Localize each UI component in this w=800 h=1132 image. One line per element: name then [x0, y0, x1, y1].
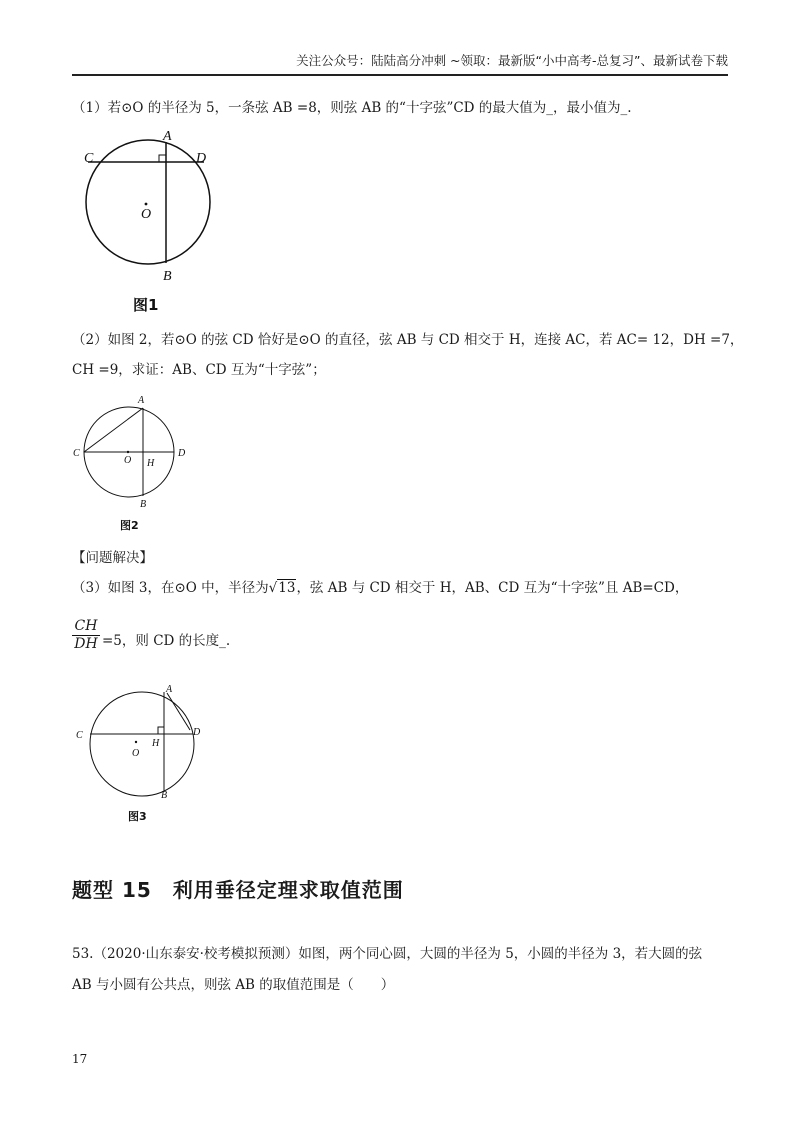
fig1-label-c: C	[84, 151, 94, 166]
fig2-label-b: B	[140, 499, 147, 510]
fig1-label-d: D	[196, 151, 207, 166]
fig2-label-o: O	[124, 455, 132, 466]
sqrt-13: √13	[268, 580, 296, 596]
header-text: 关注公众号：陆陆高分冲刺 ~领取：最新版“小中高考-总复习”、最新试卷下载	[296, 53, 728, 68]
figure-3	[72, 682, 212, 810]
fig1-center-dot	[145, 203, 148, 206]
figure-1-caption: 图1	[133, 296, 159, 314]
question-3-suffix: ，弦 AB 与 CD 相交于 H，AB、CD 互为“十字弦”且 AB=CD，	[296, 580, 689, 596]
fig3-label-c: C	[76, 730, 83, 741]
figure-3-diagram	[72, 682, 212, 810]
fig3-right-angle-mark	[158, 727, 164, 734]
question-1: （1）若⊙O 的半径为 5，一条弦 AB =8，则弦 AB 的“十字弦”CD 的最大值为_，最小值为_.	[72, 100, 632, 116]
fig2-label-a: A	[138, 395, 145, 406]
fig3-label-d: D	[193, 727, 201, 738]
fig1-circle	[86, 140, 210, 264]
fig3-center-dot	[135, 741, 137, 743]
fraction-ch-dh	[72, 618, 100, 652]
fig2-label-c: C	[73, 448, 80, 459]
problem-solving-heading: 【问题解决】	[72, 550, 153, 566]
fig2-label-h: H	[147, 458, 155, 469]
fraction-numerator: CH	[72, 618, 100, 636]
fig2-center-dot	[127, 451, 129, 453]
fig3-label-a: A	[166, 684, 173, 695]
figure-2-diagram	[68, 390, 198, 518]
question-3-prefix: （3）如图 3，在⊙O 中，半径为	[72, 580, 269, 596]
sqrt-radicand: 13	[278, 580, 296, 596]
question-2-line-1: （2）如图 2，若⊙O 的弦 CD 恰好是⊙O 的直径，弦 AB 与 CD 相交于 H，连接 AC，若 AC= 12，DH =7，	[72, 332, 744, 348]
question-3-line-1	[72, 578, 688, 598]
fraction-denominator: DH	[74, 636, 98, 652]
question-53-line-2: AB 与小圆有公共点，则弦 AB 的取值范围是（ ）	[72, 977, 395, 993]
fig1-right-angle-mark	[159, 155, 166, 162]
figure-2	[68, 390, 198, 518]
figure-2-caption: 图2	[120, 519, 139, 532]
fig2-label-d: D	[178, 448, 186, 459]
fig3-circle	[90, 692, 194, 796]
question-2-line-2: CH =9，求证：AB、CD 互为“十字弦”；	[72, 362, 326, 378]
fig3-label-b: B	[161, 790, 168, 801]
fig3-segment-ad	[167, 693, 190, 730]
fig1-label-a: A	[163, 129, 172, 144]
fig1-label-b: B	[163, 269, 172, 284]
figure-3-caption: 图3	[128, 810, 147, 823]
fig3-label-h: H	[152, 738, 160, 749]
page-header	[72, 52, 728, 76]
fig2-segment-ac	[84, 408, 143, 452]
fig1-label-o: O	[141, 207, 152, 222]
section-title: 题型 15 利用垂径定理求取值范围	[72, 878, 404, 902]
question-53-line-1: 53.（2020·山东泰安·校考模拟预测）如图，两个同心圆，大圆的半径为 5，小圆的半径为 3，若大圆的弦	[72, 946, 703, 962]
fig3-label-o: O	[132, 748, 140, 759]
figure-1-diagram	[72, 126, 232, 286]
page-number: 17	[72, 1052, 88, 1066]
question-3-line-2: =5，则 CD 的长度_.	[102, 633, 231, 649]
figure-1	[72, 126, 232, 286]
